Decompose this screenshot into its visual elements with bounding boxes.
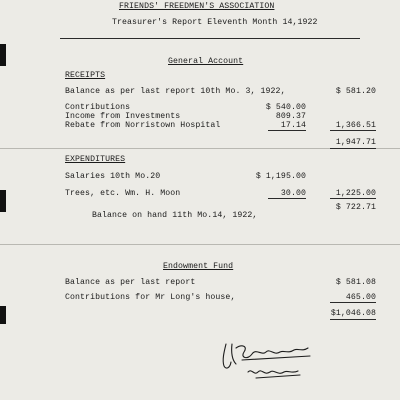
line-label: Rebate from Norristown Hospital	[65, 121, 221, 130]
line-amount: $ 722.71	[335, 203, 376, 212]
sum-rule	[330, 148, 376, 149]
line-label: Contributions	[65, 103, 131, 112]
report-title: Treasurer's Report Eleventh Month 14,1922	[112, 18, 318, 27]
treasurer-signature	[218, 338, 318, 386]
receipts-heading: RECEIPTS	[65, 71, 106, 80]
line-amount: 809.37	[275, 112, 306, 121]
line-amount: 30.00	[280, 189, 306, 198]
line-label: Balance as per last report	[65, 278, 196, 287]
sum-rule	[330, 319, 376, 320]
binder-tab	[0, 44, 6, 66]
line-label: Balance on hand 11th Mo.14, 1922,	[92, 211, 258, 220]
sum-rule	[330, 130, 376, 131]
line-amount: 1,366.51	[335, 121, 376, 130]
section-title-endowment: Endowment Fund	[163, 262, 234, 271]
line-label: Trees, etc. Wm. H. Moon	[65, 189, 181, 198]
line-label: Contributions for Mr Long's house,	[65, 293, 236, 302]
header-rule	[60, 38, 360, 39]
sum-rule	[268, 130, 306, 131]
expenditures-heading: EXPENDITURES	[65, 155, 126, 164]
line-amount: 465.00	[345, 293, 376, 302]
section-title-general: General Account	[168, 57, 244, 66]
line-amount: $ 540.00	[265, 103, 306, 112]
binder-tab	[0, 190, 6, 212]
line-amount: 1,947.71	[335, 138, 376, 147]
line-amount: 1,225.00	[335, 189, 376, 198]
fold-line	[0, 244, 400, 245]
line-amount: $ 581.08	[335, 278, 376, 287]
line-amount: $ 1,195.00	[255, 172, 306, 181]
line-label: Salaries 10th Mo.20	[65, 172, 161, 181]
sum-rule	[330, 302, 376, 303]
org-title: FRIENDS' FREEDMEN'S ASSOCIATION	[119, 2, 275, 11]
line-amount: 17.14	[280, 121, 306, 130]
line-label: Income from Investments	[65, 112, 181, 121]
line-amount: $1,046.08	[330, 309, 376, 318]
line-label: Balance as per last report 10th Mo. 3, 1922,	[65, 87, 286, 96]
sum-rule	[330, 198, 376, 199]
sum-rule	[268, 198, 306, 199]
binder-tab	[0, 306, 6, 324]
line-amount: $ 581.20	[335, 87, 376, 96]
